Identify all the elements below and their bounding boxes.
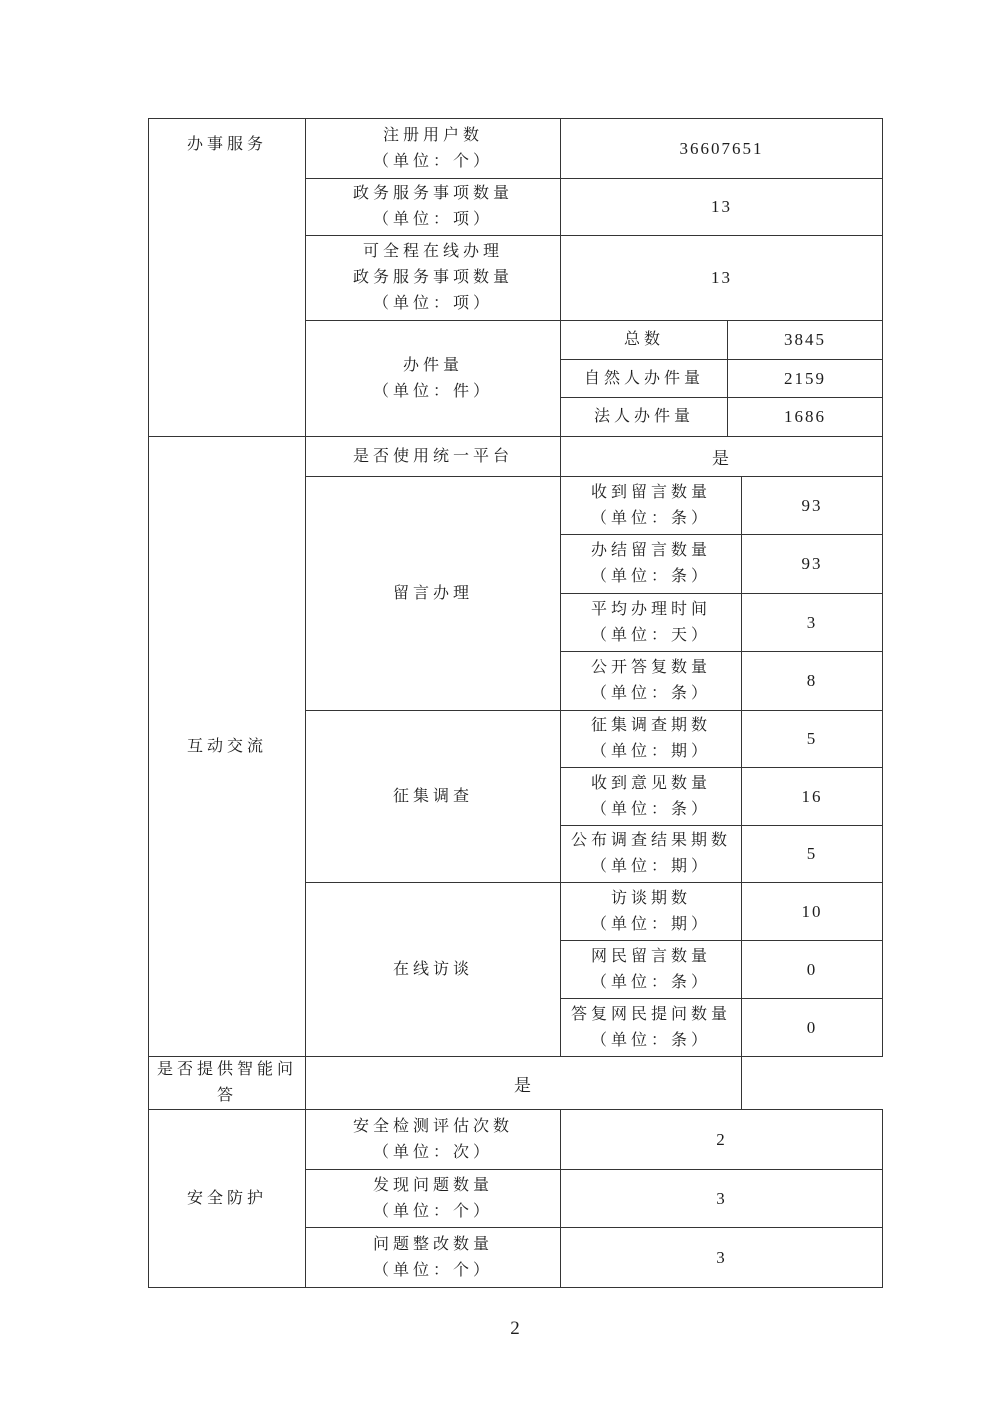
metric-label-cell — [306, 179, 561, 236]
metric-label-line: 办件量 — [402, 356, 463, 374]
metric-unit-line: （单位：期） — [590, 743, 711, 760]
sub-metric-label-cell — [561, 883, 742, 941]
metric-label-cell — [306, 1110, 561, 1170]
sub-metric-label-cell — [561, 941, 742, 999]
metric-group-label-cell — [306, 477, 561, 711]
sub-metric-value-cell: 2159 — [728, 360, 883, 398]
sub-metric-label-cell — [561, 594, 742, 652]
table-row — [149, 1057, 883, 1110]
metric-group-label-cell — [306, 711, 561, 883]
sub-metric-label-cell — [561, 999, 742, 1057]
metric-value-cell: 是 — [306, 1057, 742, 1110]
metric-label-line: 问题整改数量 — [372, 1235, 493, 1253]
metric-label-cell — [306, 1170, 561, 1228]
metric-label-cell — [306, 1228, 561, 1288]
metric-unit-line: （单位：天） — [590, 626, 711, 644]
metric-label-line: 在线访谈 — [392, 960, 473, 978]
metric-value-cell: 2 — [561, 1110, 883, 1170]
category-cell-service — [149, 119, 306, 437]
sub-metric-value-cell: 3845 — [728, 321, 883, 360]
metric-label-line: 留言办理 — [392, 584, 473, 602]
metric-label-line: 收到留言数量 — [590, 483, 711, 501]
category-label: 办事服务 — [186, 136, 267, 153]
sub-metric-value-cell: 93 — [742, 535, 883, 594]
sub-metric-value-cell: 5 — [742, 826, 883, 883]
sub-metric-value-cell: 0 — [742, 941, 883, 999]
table-row — [149, 1110, 883, 1170]
metric-label-line: 征集调查 — [392, 787, 473, 805]
metric-unit-line: （单位：件） — [372, 382, 493, 400]
metric-label-cell — [149, 1057, 306, 1110]
category-cell-security — [149, 1110, 306, 1288]
metric-unit-line: （单位：项） — [372, 295, 493, 312]
table-row — [149, 437, 883, 477]
category-label: 互动交流 — [186, 737, 267, 755]
metric-label-line: 办结留言数量 — [590, 542, 711, 559]
sub-metric-value-cell: 93 — [742, 477, 883, 535]
metric-value-cell: 36607651 — [561, 119, 883, 179]
metric-unit-line: （单位：次） — [372, 1143, 493, 1161]
metric-unit-line: （单位：条） — [590, 685, 711, 702]
page-number: 2 — [510, 1318, 520, 1339]
metric-unit-line: （单位：条） — [590, 973, 711, 991]
metric-label-cell — [306, 119, 561, 179]
metric-label-line: 网民留言数量 — [590, 947, 711, 965]
sub-metric-value-cell: 5 — [742, 711, 883, 768]
sub-metric-value-cell: 10 — [742, 883, 883, 941]
metric-label-line: 可全程在线办理 — [362, 243, 503, 260]
metric-label-cell — [306, 236, 561, 321]
metric-unit-line: （单位：期） — [590, 858, 711, 875]
metric-label-line: 政务服务事项数量 — [352, 185, 513, 202]
metric-label-line: 答复网民提问数量 — [570, 1005, 731, 1023]
sub-metric-label-cell — [561, 652, 742, 711]
metric-value-cell: 13 — [561, 236, 883, 321]
sub-metric-label-cell: 自然人办件量 — [561, 360, 728, 398]
metric-unit-line: （单位：个） — [372, 1261, 493, 1279]
metric-unit-line: （单位：个） — [372, 1202, 493, 1220]
sub-metric-label-cell — [561, 711, 742, 768]
metric-label-line: 安全检测评估次数 — [352, 1117, 513, 1135]
metric-value-cell: 13 — [561, 179, 883, 236]
metric-group-label-cell — [306, 883, 561, 1057]
metric-unit-line: （单位：条） — [590, 1031, 711, 1049]
report-table — [148, 118, 883, 1288]
sub-metric-value-cell: 0 — [742, 999, 883, 1057]
metric-label-line: 征集调查期数 — [590, 717, 711, 734]
metric-unit-line: （单位：项） — [372, 211, 493, 228]
sub-metric-label-cell — [561, 826, 742, 883]
metric-unit-line: （单位：个） — [372, 152, 493, 170]
metric-label-line: 访谈期数 — [610, 889, 691, 907]
metric-label-line: 政务服务事项数量 — [352, 269, 513, 286]
metric-value-cell: 3 — [561, 1170, 883, 1228]
metric-group-label-cell — [306, 321, 561, 437]
sub-metric-value-cell: 16 — [742, 768, 883, 826]
metric-unit-line: （单位：条） — [590, 509, 711, 527]
metric-value-cell: 3 — [561, 1228, 883, 1288]
metric-label-line: 收到意见数量 — [590, 774, 711, 792]
sub-metric-label-cell — [561, 535, 742, 594]
sub-metric-value-cell: 8 — [742, 652, 883, 711]
sub-metric-label-cell: 总数 — [561, 321, 728, 360]
metric-label-line: 是否提供智能问答 — [156, 1061, 297, 1104]
metric-label-line: 公布调查结果期数 — [570, 832, 731, 849]
sub-metric-label-cell — [561, 477, 742, 535]
metric-unit-line: （单位：条） — [590, 568, 711, 585]
metric-unit-line: （单位：条） — [590, 800, 711, 818]
metric-unit-line: （单位：期） — [590, 915, 711, 933]
sub-metric-value-cell: 3 — [742, 594, 883, 652]
metric-label-line: 是否使用统一平台 — [352, 447, 513, 465]
metric-label-cell — [306, 437, 561, 477]
category-cell-interaction — [149, 437, 306, 1057]
table-row — [149, 119, 883, 179]
metric-label-line: 平均办理时间 — [590, 600, 711, 618]
sub-metric-label-cell: 法人办件量 — [561, 398, 728, 437]
metric-label-line: 公开答复数量 — [590, 659, 711, 676]
category-label: 安全防护 — [186, 1189, 267, 1207]
metric-label-line: 注册用户数 — [382, 126, 483, 144]
sub-metric-label-cell — [561, 768, 742, 826]
metric-label-line: 发现问题数量 — [372, 1176, 493, 1194]
metric-value-cell: 是 — [561, 437, 883, 477]
sub-metric-value-cell: 1686 — [728, 398, 883, 437]
